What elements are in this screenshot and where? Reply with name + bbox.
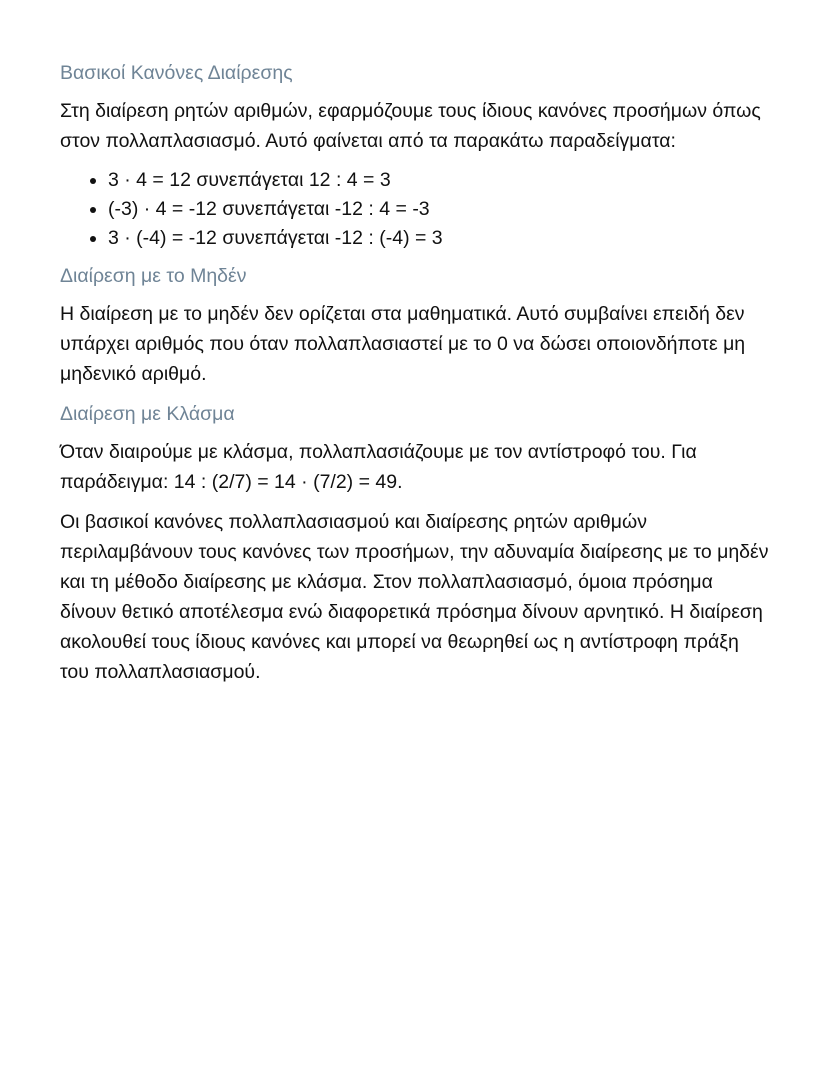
paragraph-division-by-zero: Η διαίρεση με το μηδέν δεν ορίζεται στα μαθηματικά. Αυτό συμβαίνει επειδή δεν υπάρχει αριθμός που όταν πολλαπλασιαστεί με το 0 να δώσει οποιονδήποτε μη μηδενικό αριθμό. bbox=[60, 303, 746, 385]
list-item: • 3 · 4 = 12 συνεπάγεται 12 : 4 = 3 bbox=[108, 166, 770, 195]
list-item: • (-3) · 4 = -12 συνεπάγεται -12 : 4 = -3 bbox=[108, 195, 770, 224]
heading-division-by-zero: Διαίρεση με το Μηδέν bbox=[60, 265, 247, 287]
heading-basic-division-rules: Βασικοί Κανόνες Διαίρεσης bbox=[60, 62, 293, 84]
examples-list bbox=[60, 166, 770, 253]
list-item: • 3 · (-4) = -12 συνεπάγεται -12 : (-4) = 3 bbox=[108, 224, 770, 253]
paragraph-sign-rules: Στη διαίρεση ρητών αριθμών, εφαρμόζουμε τους ίδιους κανόνες προσήμων όπως στον πολλαπλασιασμό. Αυτό φαίνεται από τα παρακάτω παραδείγματα: bbox=[60, 100, 761, 152]
heading-division-by-fraction: Διαίρεση με Κλάσμα bbox=[60, 403, 235, 425]
document-page bbox=[60, 58, 770, 697]
paragraph-division-by-fraction: Όταν διαιρούμε με κλάσμα, πολλαπλασιάζουμε με τον αντίστροφό του. Για παράδειγμα: 14 : (2/7) = 14 · (7/2) = 49. bbox=[60, 441, 697, 493]
paragraph-summary: Οι βασικοί κανόνες πολλαπλασιασμού και διαίρεσης ρητών αριθμών περιλαμβάνουν τους κανόνες των προσήμων, την αδυναμία διαίρεσης με το μηδέν και τη μέθοδο διαίρεσης με κλάσμα. Στον πολλαπλασιασμό, όμοια πρόσημα δίνουν θετικό αποτέλεσμα ενώ διαφορετικά πρόσημα δίνουν αρνητικό. Η διαίρεση ακολουθεί τους ίδιους κανόνες και μπορεί να θεωρηθεί ως η αντίστροφη πράξη του πολλαπλασιασμού. bbox=[60, 511, 769, 683]
